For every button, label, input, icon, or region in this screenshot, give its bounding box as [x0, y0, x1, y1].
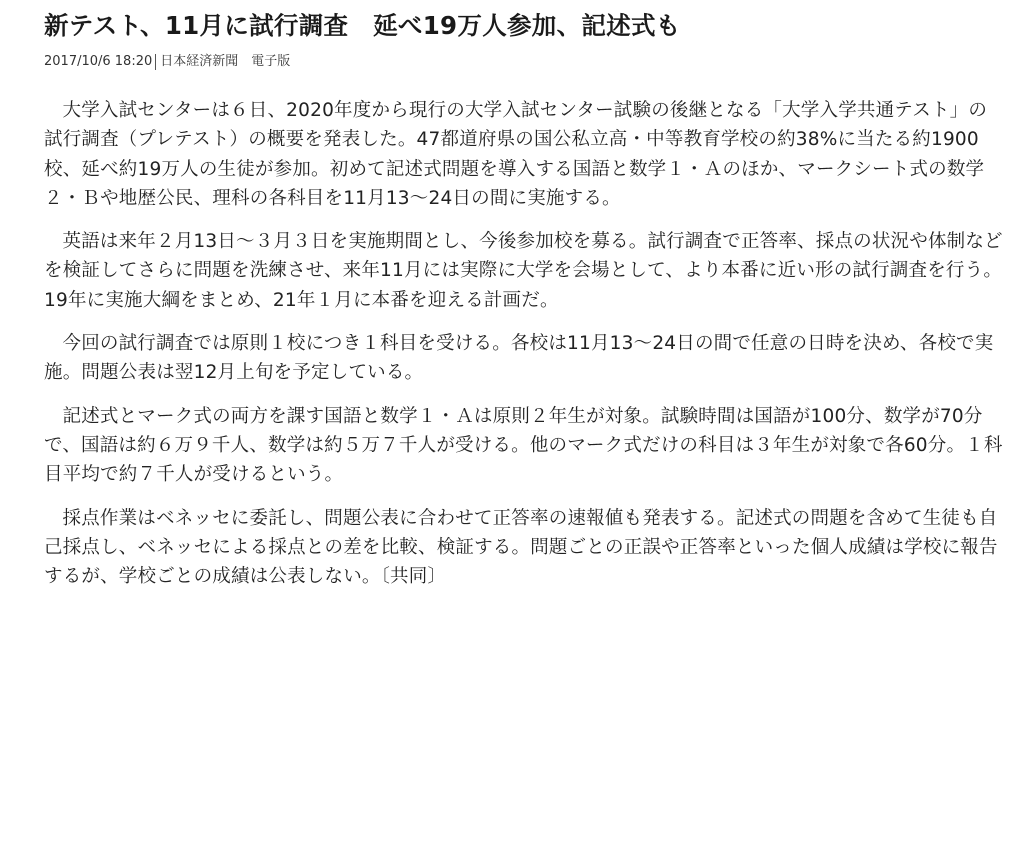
article-date: 2017/10/6 18:20 [44, 54, 153, 69]
article-paragraph: 英語は来年２月13日～３月３日を実施期間とし、今後参加校を募る。試行調査で正答率、採点の状況や体制などを検証してさらに問題を洗練させ、来年11月には実際に大学を会場として、より本番に近い形の試行調査を行う。19年に実施大綱をまとめ、21年１月に本番を迎える計画だ。 [44, 231, 1003, 311]
article-paragraph: 大学入試センターは６日、2020年度から現行の大学入試センター試験の後継となる「大学入学共通テスト」の試行調査（プレテスト）の概要を発表した。47都道府県の国公私立高・中等教育学校の約38%に当たる約1900校、延べ約19万人の生徒が参加。初めて記述式問題を導入する国語と数学１・Ａのほか、マークシート式の数学２・Ｂや地歴公民、理科の各科目を11月13～24日の間に実施する。 [44, 100, 988, 209]
meta-divider [155, 54, 156, 70]
article-body [44, 96, 1004, 591]
article-meta [44, 53, 1004, 71]
article-paragraph: 採点作業はベネッセに委託し、問題公表に合わせて正答率の速報値も発表する。記述式の問題を含めて生徒も自己採点し、ベネッセによる採点との差を比較、検証する。問題ごとの正誤や正答率といった個人成績は学校に報告するが、学校ごとの成績は公表しない。〔共同〕 [44, 507, 998, 588]
article-source: 日本経済新聞 電子版 [160, 54, 291, 69]
article-headline: 新テスト、11月に試行調査 延べ19万人参加、記述式も [44, 11, 681, 40]
article [44, 0, 1004, 605]
article-paragraph: 今回の試行調査では原則１校につき１科目を受ける。各校は11月13～24日の間で任意の日時を決め、各校で実施。問題公表は翌12月上旬を予定している。 [44, 333, 994, 384]
article-paragraph: 記述式とマーク式の両方を課す国語と数学１・Ａは原則２年生が対象。試験時間は国語が100分、数学が70分で、国語は約６万９千人、数学は約５万７千人が受ける。他のマーク式だけの科目は３年生が対象で各60分。１科目平均で約７千人が受けるという。 [44, 405, 1003, 486]
